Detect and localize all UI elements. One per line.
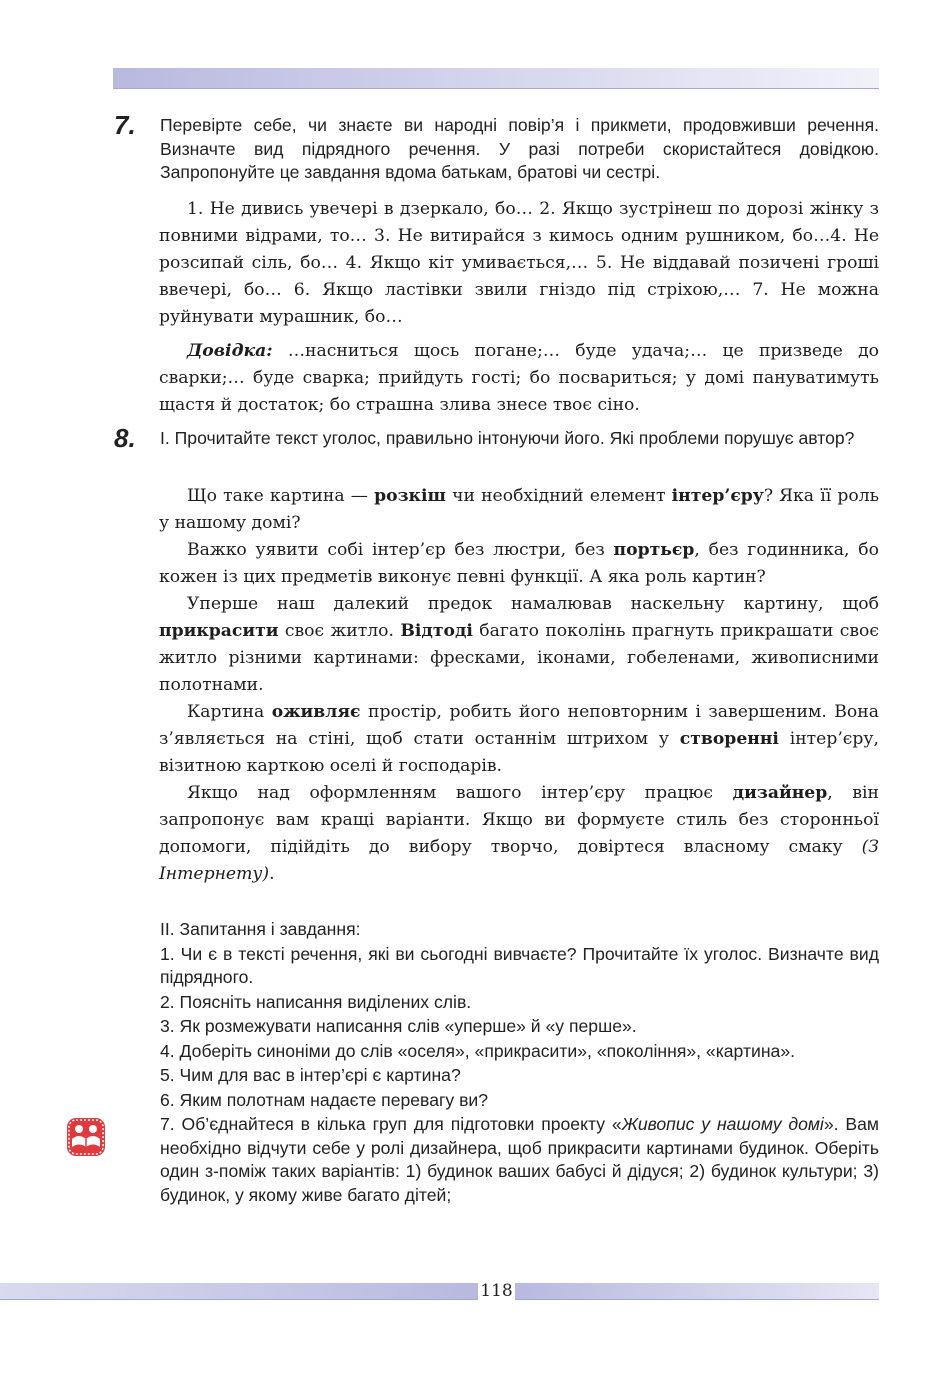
footer-decorative-bar-left [0,1283,478,1300]
project-icon [66,1117,106,1157]
task-number-8: 8. [114,423,136,453]
text-paragraph-3: Уперше наш далекий предок намалював наскельну картину, щоб прикрасити своє житло. Відтоді багато поколінь прагнуть прикрашати своє житло різними картинами: фресками, іконами, гобеленами, живописними полотнами. [159,594,879,695]
reference-text: …насниться щось погане;… буде удача;… це призведе до сварки;… буде сварка; прийдуть гості; бо посвариться; у домі пануватимуть щастя й достаток; бо страшна злива знесе твоє сіно. [159,341,879,415]
header-decorative-bar [113,68,879,89]
question-item: 6. Яким полотнам надаєте перевагу ви? [160,1089,489,1110]
page-number: 118 [480,1281,513,1301]
text-paragraph-2: Важко уявити собі інтер’єр без люстри, без портьєр, без годинника, бо кожен із цих предметів виконує певні функції. А яка роль картин? [159,540,879,587]
task-7-exercise [159,196,879,331]
footer-decorative-bar-right [515,1283,879,1300]
highlighted-word: дизайнер [732,783,828,803]
highlighted-word: інтер’єру [671,486,764,506]
text-source: (З Інтернету) [159,837,879,884]
highlighted-word: прикрасити [159,621,279,641]
reference-label: Довідка: [187,341,273,361]
task-8-text [159,483,879,888]
highlighted-word: створенні [679,729,779,749]
highlighted-word: портьєр [613,540,695,560]
question-item-7: 7. Об’єднайтеся в кілька груп для підготовки проекту «Живопис у нашому домі». Вам необхідно відчути себе у ролі дизайнера, щоб прикрасити картинами будинок. Оберіть один з-поміж таких варіантів: 1) будинок ваших бабусі й дідуся; 2) будинок культури; 3) будинок, у якому живе багато дітей; [160,1114,879,1205]
task-7-instruction: Перевірте себе, чи знаєте ви народні повір’я і прикмети, продовживши речення. Визначте вид підрядного речення. У разі потреби скористайтеся довідкою. Запропонуйте це завдання вдома батькам, братові чи сестрі. [160,115,879,182]
task-number-7: 7. [114,110,136,140]
exercise-text: 1. Не дивись увечері в дзеркало, бо… 2. Якщо зустрінеш по дорозі жінку з повними відрами, то… 3. Не витирайся з кимось одним рушником, бо…4. Не розсипай сіль, бо… 4. Якщо кіт умивається,… 5. Не віддавай позичені гроші ввечері, бо… 6. Якщо ластівки звили гніздо під стріхою,… 7. Не можна руйнувати мурашник, бо… [159,199,879,327]
text-paragraph-5: Якщо над оформленням вашого інтер’єру працює дизайнер, він запропонує вам кращі варіанти. Якщо ви формуєте стиль без сторонньої допомоги, підійдіть до вибору творчо, довіртеся власному смаку (З Інтернету). [159,783,879,884]
highlighted-word: Відтоді [400,621,473,641]
questions-list [160,918,879,1208]
highlighted-word: оживляє [271,702,361,722]
question-item: 3. Як розмежувати написання слів «уперше» й «у перше». [160,1016,637,1036]
project-title: Живопис у нашому домі [621,1114,824,1134]
task-8-instruction: І. Прочитайте текст уголос, правильно інтонуючи його. Які проблеми порушує автор? [160,428,855,448]
questions-title: ІІ. Запитання і завдання: [160,919,361,939]
question-item: 5. Чим для вас в інтер’єрі є картина? [160,1065,461,1085]
task-7-reference [159,338,879,419]
question-item: 2. Поясніть написання виділених слів. [160,991,472,1012]
question-item: 1. Чи є в тексті речення, які ви сьогодні вивчаєте? Прочитайте їх уголос. Визначте вид підрядного. [160,943,879,987]
highlighted-word: розкіш [374,486,446,506]
text-paragraph-1: Що таке картина — розкіш чи необхідний елемент інтер’єру? Яка її роль у нашому домі? [159,486,879,533]
question-item: 4. Доберіть синоніми до слів «оселя», «прикрасити», «покоління», «картина». [160,1040,796,1061]
text-paragraph-4: Картина оживляє простір, робить його неповторним і завершеним. Вона з’являється на стіні, щоб стати останнім штрихом у створенні інтер’єру, візитною карткою оселі й господарів. [159,702,879,776]
